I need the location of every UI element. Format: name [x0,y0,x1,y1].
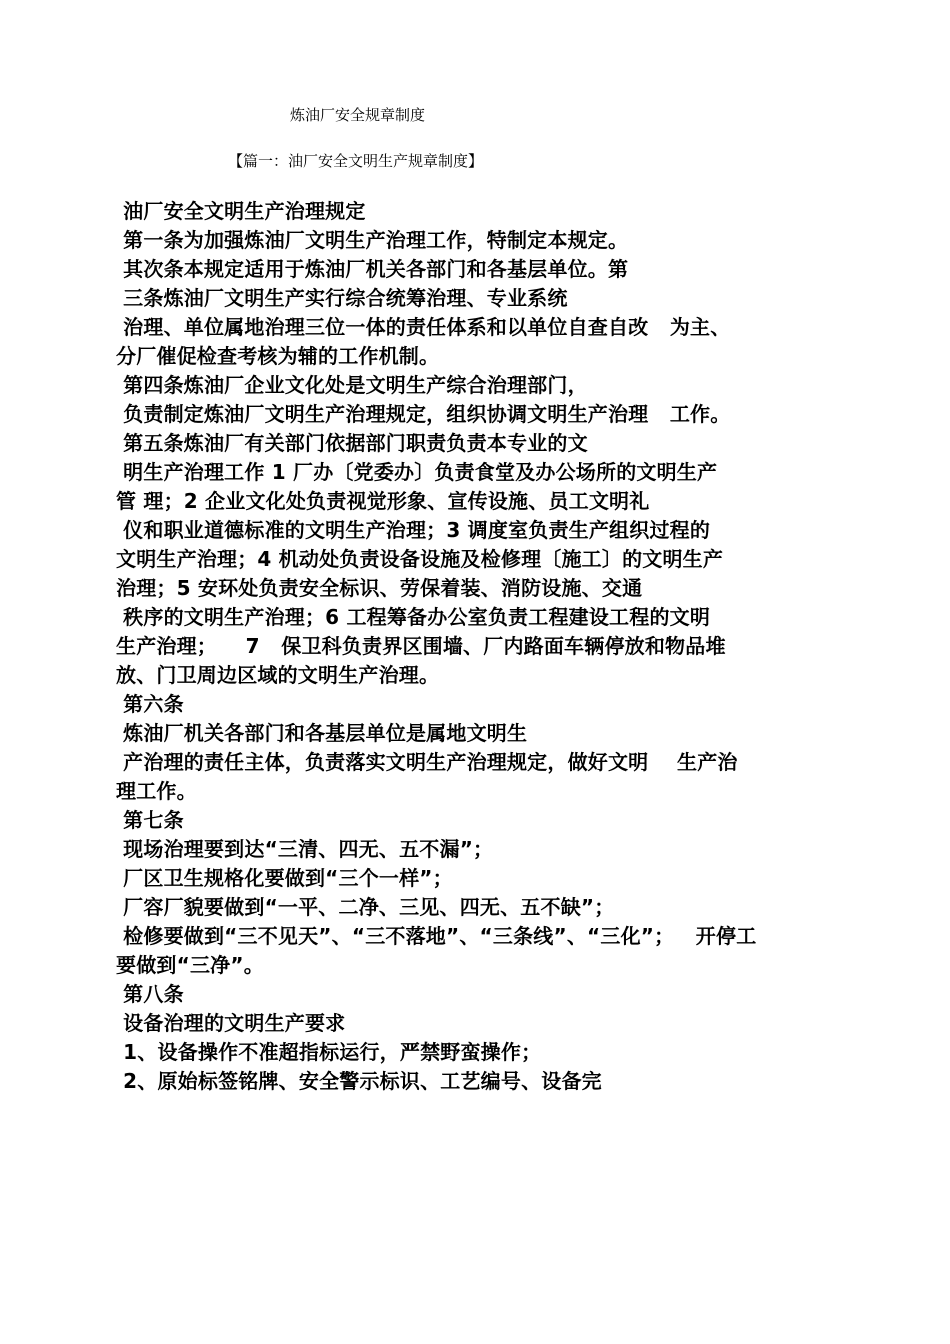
article-heading: 第七条 [116,808,184,832]
document-subtitle: 【篇一：油厂安全文明生产规章制度】 [228,152,484,170]
body-line: 理工作。 [116,779,197,803]
body-line: 三条炼油厂文明生产实行综合统筹治理、专业系统 [116,286,568,310]
body-line: 要做到“三净”。 [116,953,264,977]
document-title: 炼油厂安全规章制度 [290,106,426,124]
body-line: 明生产治理工作 1 厂办〔党委办〕负责食堂及办公场所的文明生产 [116,460,718,484]
document-body [116,197,836,1096]
body-line: 管 理；2 企业文化处负责视觉形象、宣传设施、员工文明礼 [116,489,650,513]
body-line: 文明生产治理；4 机动处负责设备设施及检修理〔施工〕的文明生产 [116,547,724,571]
body-line: 其次条本规定适用于炼油厂机关各部门和各基层单位。第 [116,257,629,281]
body-line: 厂容厂貌要做到“一平、二净、三见、四无、五不缺”； [116,895,615,919]
body-line: 放、门卫周边区域的文明生产治理。 [116,663,440,687]
body-line: 现场治理要到达“三清、四无、五不漏”； [116,837,494,861]
body-line: 生产治理； 7 保卫科负责界区围墙、厂内路面车辆停放和物品堆 [116,634,726,658]
body-line: 负责制定炼油厂文明生产治理规定，组织协调文明生产治理 工作。 [116,402,731,426]
body-line: 炼油厂机关各部门和各基层单位是属地文明生 [116,721,528,745]
body-line: 分厂催促检查考核为辅的工作机制。 [116,344,440,368]
body-line: 第四条炼油厂企业文化处是文明生产综合治理部门， [116,373,588,397]
article-heading: 第六条 [116,692,184,716]
article-heading: 第八条 [116,982,184,1006]
body-line: 第一条为加强炼油厂文明生产治理工作，特制定本规定。 [116,228,629,252]
body-line: 治理、单位属地治理三位一体的责任体系和以单位自查自改 为主、 [116,315,731,339]
body-line: 秩序的文明生产治理；6 工程筹备办公室负责工程建设工程的文明 [116,605,711,629]
body-line: 产治理的责任主体，负责落实文明生产治理规定，做好文明 生产治 [116,750,738,774]
body-line: 第五条炼油厂有关部门依据部门职责负责本专业的文 [116,431,588,455]
body-line: 厂区卫生规格化要做到“三个一样”； [116,866,453,890]
body-line: 治理；5 安环处负责安全标识、劳保着装、消防设施、交通 [116,576,643,600]
list-item: 2、原始标签铭牌、安全警示标识、工艺编号、设备完 [116,1069,602,1093]
body-line: 检修要做到“三不见天”、“三不落地”、“三条线”、“三化”； 开停工 [116,924,757,948]
body-line: 仪和职业道德标准的文明生产治理；3 调度室负责生产组织过程的 [116,518,711,542]
list-item: 1、设备操作不准超指标运行，严禁野蛮操作； [116,1040,542,1064]
heading-line: 油厂安全文明生产治理规定 [116,199,366,223]
body-line: 设备治理的文明生产要求 [116,1011,346,1035]
